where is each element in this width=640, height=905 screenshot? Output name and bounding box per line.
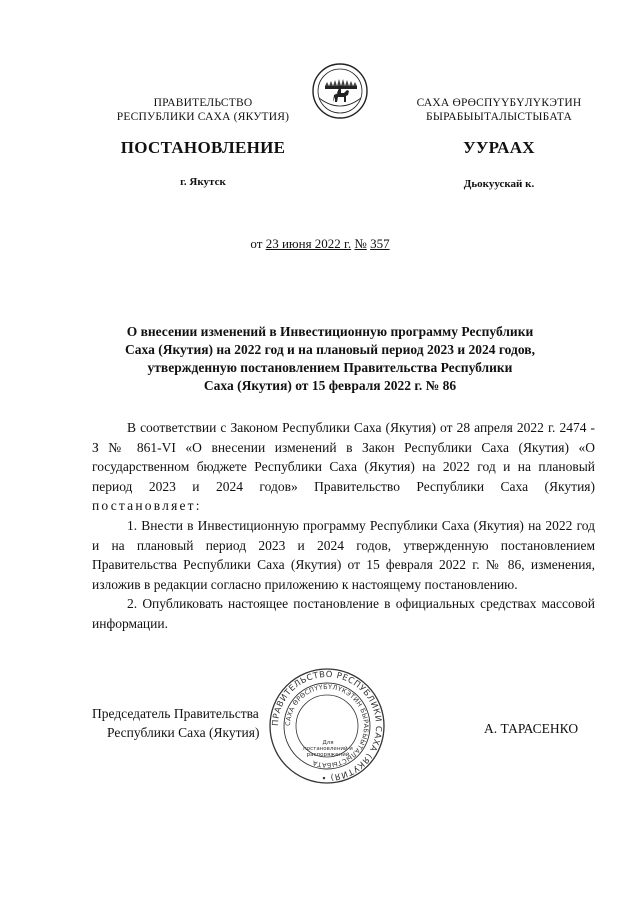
decree-word: постановляет: (92, 498, 202, 514)
right-org-name (384, 96, 614, 124)
signatory-position (92, 704, 259, 742)
date-number-line (0, 236, 640, 252)
item-1: 1. Внести в Инвестиционную программу Республики Саха (Якутия) на 2022 год и на плановый период 2023 и 2024 годов, утвержденную постановлением Правительства Республики Саха (Якутия) от 15 февраля 2022 г. № 86, изменения, изложив в редакции согласно приложению к настоящему постановлению. (92, 517, 595, 592)
left-org-name (88, 96, 318, 124)
number-label: № (354, 236, 367, 251)
right-org-line2: БЫРАБЫЫТАЛЫСТЫБАТА (426, 111, 572, 123)
document-title-yakut: УУРААХ (463, 138, 535, 157)
stamp-center-text (300, 740, 356, 758)
city-yakut: Дьокуускай к. (463, 178, 535, 190)
coat-of-arms-icon (311, 62, 369, 120)
signatory-name: А. ТАРАСЕНКО (484, 721, 579, 736)
document-number: 357 (370, 236, 390, 251)
subject-line2: Саха (Якутия) на 2022 год и на плановый период 2023 и 2024 годов, (125, 342, 535, 357)
preamble-text: В соответствии с Законом Республики Саха (Якутия) от 28 апреля 2022 г. 2474 - З № 861-VI «О внесении изменений в Закон Республики Саха (Якутия) «О государственном бюджете Республики Саха (Якутия) на 2022 год и на плановый период 2023 и 2024 годов» Правительство Республики Саха (Якутия) (92, 420, 595, 494)
position-line1: Председатель Правительства (92, 706, 259, 721)
document-body (92, 418, 595, 634)
stamp-center-line1: Для (322, 740, 334, 746)
left-org-line1: ПРАВИТЕЛЬСТВО (153, 97, 253, 109)
stamp-center-line2: постановлений и (303, 746, 353, 752)
document-date: 23 июня 2022 г. (265, 236, 352, 251)
subject-line4: Саха (Якутия) от 15 февраля 2022 г. № 86 (203, 378, 457, 393)
city-russian: г. Якутск (180, 176, 226, 188)
left-org-line2: РЕСПУБЛИКИ САХА (ЯКУТИЯ) (116, 111, 290, 123)
item-2: 2. Опубликовать настоящее постановление в официальных средствах массовой информации. (92, 596, 595, 631)
stamp-outer-text: ПРАВИТЕЛЬСТВО РЕСПУБЛИКИ САХА (ЯКУТИЯ) • (269, 668, 385, 784)
preamble-paragraph (92, 418, 595, 516)
stamp-inner-text: САХА ӨРӨСПҮҮБҮЛҮКЭТИН БЫРАБЫЫТАЛЫСТЫБАТА (283, 682, 371, 770)
subject-line3: утвержденную постановлением Правительства Республики (147, 360, 513, 375)
subject-heading (100, 323, 560, 395)
stamp-center-line3: распоряжений (306, 752, 350, 758)
date-prefix: от (250, 236, 263, 251)
official-seal-stamp (268, 667, 386, 785)
subject-line1: О внесении изменений в Инвестиционную программу Республики (126, 324, 534, 339)
document-title-russian: ПОСТАНОВЛЕНИЕ (120, 138, 286, 157)
right-org-line1: САХА ӨРӨСПҮҮБҮЛҮКЭТИН (416, 97, 582, 109)
position-line2: Республики Саха (Якутия) (107, 725, 260, 740)
